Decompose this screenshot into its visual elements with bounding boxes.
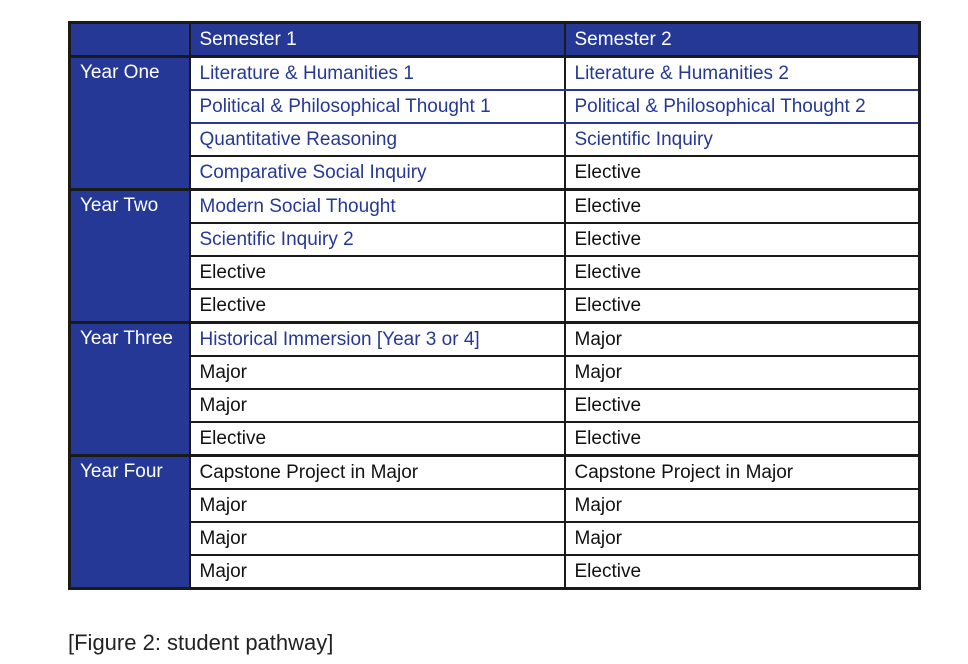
table-row: [70, 323, 920, 357]
course-cell-semester-2: Elective: [565, 389, 920, 422]
course-cell-semester-1: Major: [190, 356, 565, 389]
course-cell-semester-1: Comparative Social Inquiry: [190, 156, 565, 190]
course-cell-semester-1: Elective: [190, 422, 565, 456]
course-cell-semester-1: Historical Immersion [Year 3 or 4]: [190, 323, 565, 357]
table-row: [70, 422, 920, 456]
corner-header-cell: [70, 23, 190, 57]
header-row: [70, 23, 920, 57]
student-pathway-table: [68, 21, 921, 590]
table-row: [70, 256, 920, 289]
table-row: [70, 522, 920, 555]
semester-1-header: Semester 1: [190, 23, 565, 57]
table-row: [70, 223, 920, 256]
course-cell-semester-2: Elective: [565, 555, 920, 589]
pathway-body: [70, 57, 920, 589]
table-row: [70, 190, 920, 224]
table-row: [70, 289, 920, 323]
table-row: [70, 489, 920, 522]
course-cell-semester-2: Major: [565, 522, 920, 555]
course-cell-semester-1: Quantitative Reasoning: [190, 123, 565, 156]
course-cell-semester-2: Elective: [565, 190, 920, 224]
course-cell-semester-2: Capstone Project in Major: [565, 456, 920, 490]
table-row: [70, 123, 920, 156]
course-cell-semester-2: Elective: [565, 256, 920, 289]
course-cell-semester-1: Major: [190, 555, 565, 589]
course-cell-semester-2: Elective: [565, 422, 920, 456]
table-row: [70, 356, 920, 389]
course-cell-semester-2: Major: [565, 323, 920, 357]
course-cell-semester-2: Major: [565, 489, 920, 522]
course-cell-semester-2: Scientific Inquiry: [565, 123, 920, 156]
course-cell-semester-2: Literature & Humanities 2: [565, 57, 920, 91]
course-cell-semester-2: Elective: [565, 156, 920, 190]
year-label-year-four: Year Four: [70, 456, 190, 589]
year-label-year-one: Year One: [70, 57, 190, 190]
figure-caption: [Figure 2: student pathway]: [68, 630, 334, 655]
course-cell-semester-1: Major: [190, 489, 565, 522]
table-row: [70, 555, 920, 589]
course-cell-semester-2: Political & Philosophical Thought 2: [565, 90, 920, 123]
course-cell-semester-1: Literature & Humanities 1: [190, 57, 565, 91]
course-cell-semester-1: Modern Social Thought: [190, 190, 565, 224]
semester-2-header: Semester 2: [565, 23, 920, 57]
course-cell-semester-2: Major: [565, 356, 920, 389]
course-cell-semester-1: Major: [190, 389, 565, 422]
course-cell-semester-2: Elective: [565, 223, 920, 256]
table-row: [70, 456, 920, 490]
table-row: [70, 389, 920, 422]
course-cell-semester-1: Political & Philosophical Thought 1: [190, 90, 565, 123]
course-cell-semester-1: Capstone Project in Major: [190, 456, 565, 490]
course-cell-semester-2: Elective: [565, 289, 920, 323]
course-cell-semester-1: Elective: [190, 289, 565, 323]
year-label-year-three: Year Three: [70, 323, 190, 456]
course-cell-semester-1: Elective: [190, 256, 565, 289]
course-cell-semester-1: Scientific Inquiry 2: [190, 223, 565, 256]
table-row: [70, 90, 920, 123]
course-cell-semester-1: Major: [190, 522, 565, 555]
table-row: [70, 156, 920, 190]
year-label-year-two: Year Two: [70, 190, 190, 323]
table-row: [70, 57, 920, 91]
